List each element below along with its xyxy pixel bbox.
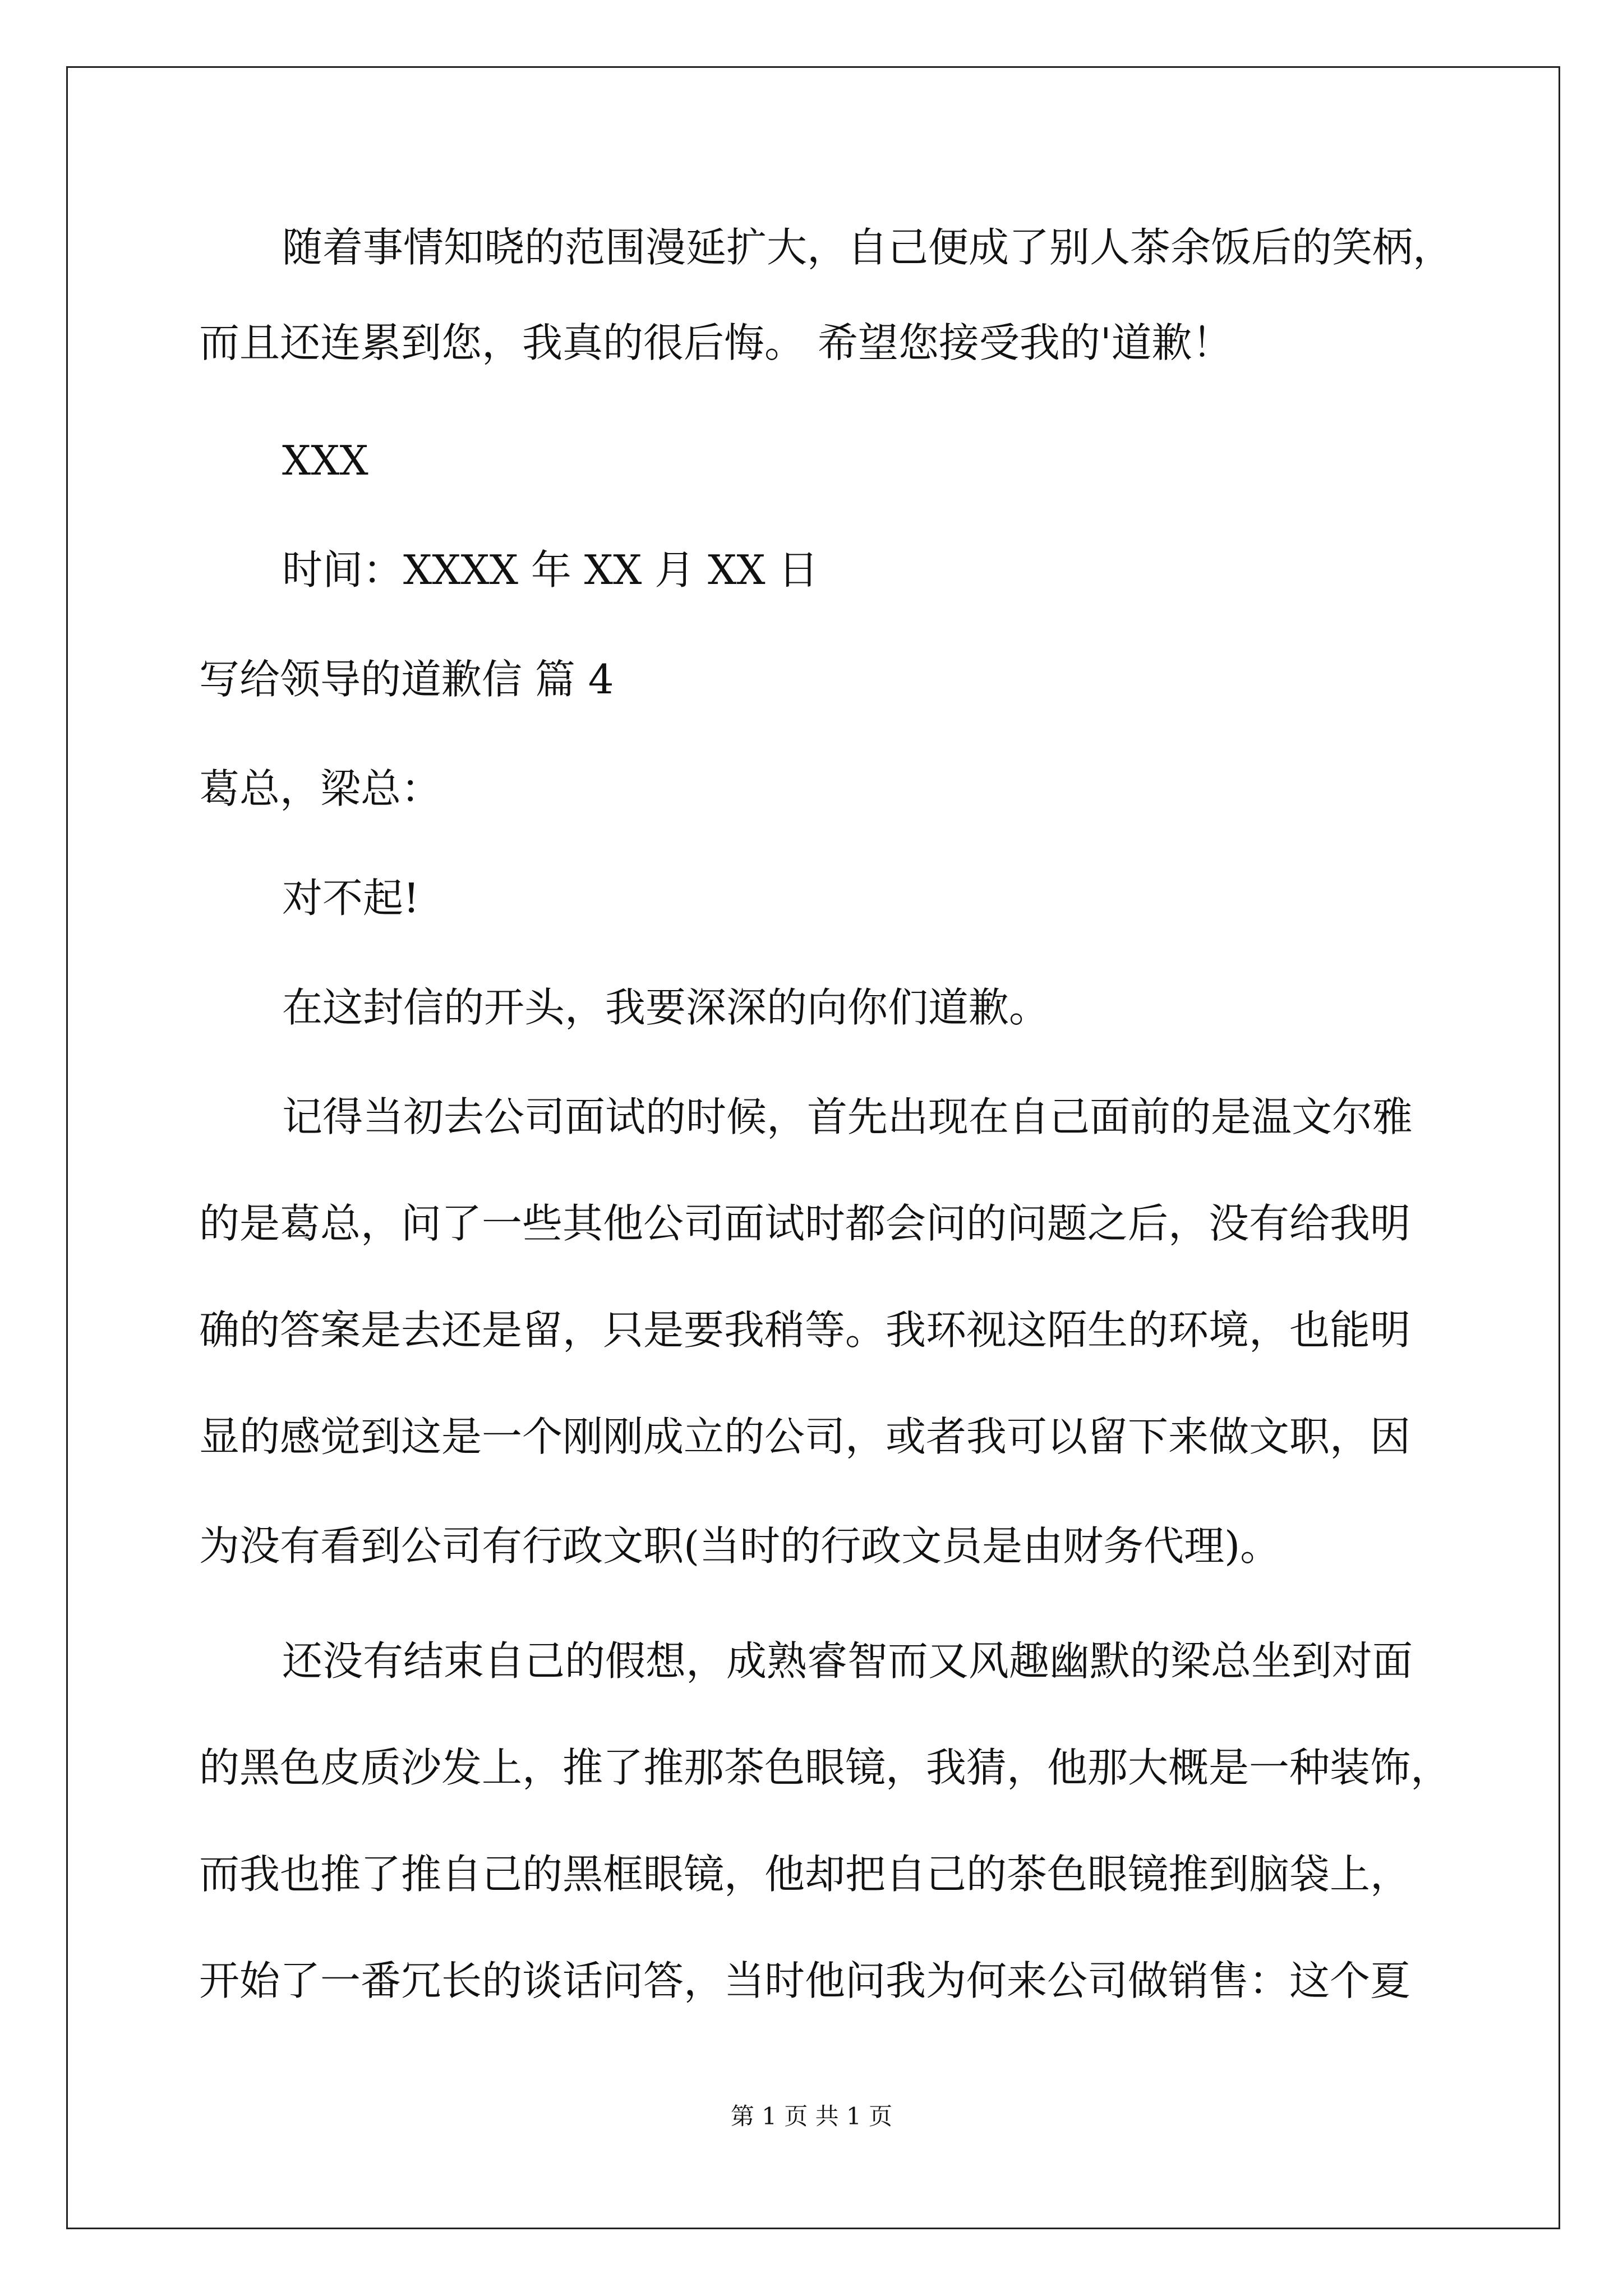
paragraph-line: 为没有看到公司有行政文职(当时的行政文员是由财务代理)。 xyxy=(199,1522,1281,1570)
paragraph-line: 确的答案是去还是留，只是要我稍等。我环视这陌生的环境，也能明 xyxy=(199,1306,1411,1354)
paragraph-line: 的黑色皮质沙发上，推了推那茶色眼镜，我猜，他那大概是一种装饰， xyxy=(199,1744,1451,1791)
paragraph-line: 显的感觉到这是一个刚刚成立的公司，或者我可以留下来做文职，因 xyxy=(199,1413,1411,1460)
paragraph-line: 开始了一番冗长的谈话问答，当时他问我为何来公司做销售：这个夏 xyxy=(199,1957,1411,2004)
paragraph-line: 记得当初去公司面试的时候，首先出现在自己面前的是温文尔雅 xyxy=(282,1093,1413,1140)
page-footer: 第 1 页 共 1 页 xyxy=(730,2102,893,2130)
salutation: 葛总，梁总： xyxy=(199,765,442,812)
paragraph-line: 而且还连累到您，我真的很后悔。 希望您接受我的'道歉！ xyxy=(199,319,1233,366)
paragraph-line: 对不起! xyxy=(282,875,419,922)
signature-name: XXX xyxy=(282,437,368,484)
paragraph-line: 随着事情知晓的范围漫延扩大，自己便成了别人茶余饭后的笑柄， xyxy=(282,224,1454,271)
paragraph-line: 的是葛总，问了一些其他公司面试时都会问的问题之后，没有给我明 xyxy=(199,1200,1411,1247)
section-heading: 写给领导的道歉信 篇 4 xyxy=(199,656,614,703)
signature-date: 时间：XXXX 年 XX 月 XX 日 xyxy=(282,546,819,593)
paragraph-line: 而我也推了推自己的黑框眼镜，他却把自己的茶色眼镜推到脑袋上， xyxy=(199,1851,1411,1898)
paragraph-line: 在这封信的开头，我要深深的向你们道歉。 xyxy=(282,984,1050,1031)
paragraph-line: 还没有结束自己的假想，成熟睿智而又风趣幽默的梁总坐到对面 xyxy=(282,1637,1413,1685)
page-border xyxy=(66,66,1560,2229)
